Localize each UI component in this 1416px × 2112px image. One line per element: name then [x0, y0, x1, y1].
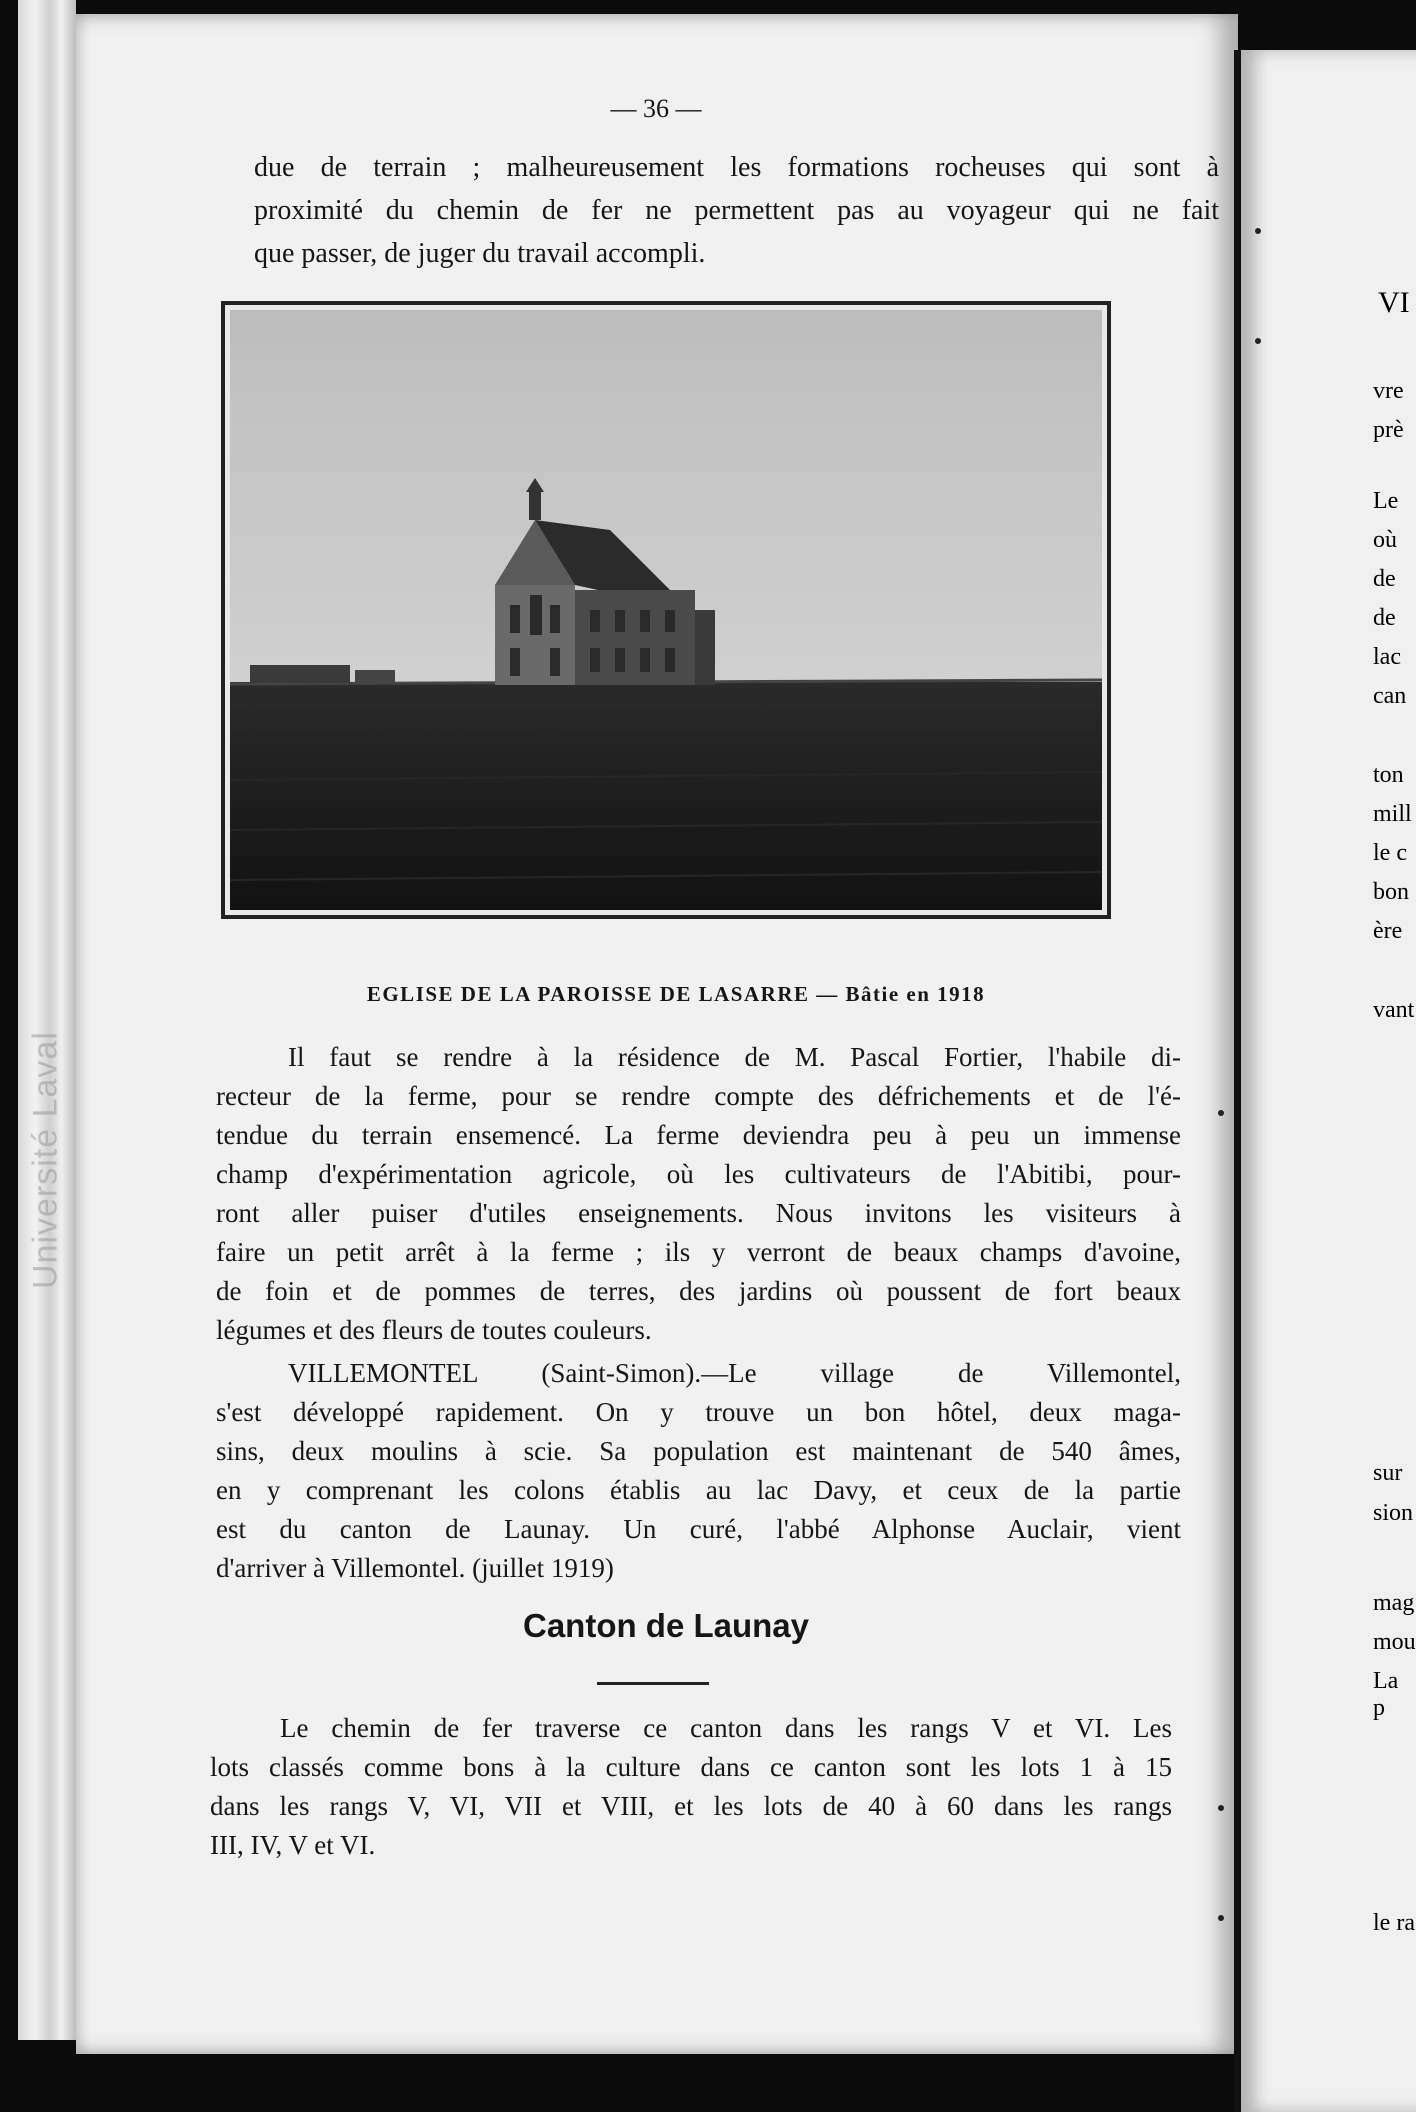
binding-mark [1255, 228, 1261, 234]
left-page [76, 14, 1238, 2054]
text-line: faire un petit arrêt à la ferme ; ils y verront de beaux champs d'avoine, [216, 1237, 1181, 1267]
right-page-word: de [1373, 566, 1396, 592]
right-page-word: ère [1373, 918, 1403, 944]
right-page-word: bon [1373, 879, 1409, 905]
right-page-word: vre [1373, 378, 1404, 404]
page-number: — 36 — [610, 94, 702, 123]
right-page-word: de [1373, 605, 1396, 631]
binding-mark [1255, 338, 1261, 344]
right-page-word: Le [1373, 488, 1399, 514]
text-line: due de terrain ; malheureusement les formations rocheuses qui sont à [254, 152, 1219, 183]
text-line: champ d'expérimentation agricole, où les cultivateurs de l'Abitibi, pour- [216, 1159, 1181, 1189]
binding-mark [1218, 1915, 1224, 1921]
right-page-word: le ra [1373, 1910, 1415, 1936]
binding-mark [1218, 1110, 1224, 1116]
right-page-word: can [1373, 683, 1407, 709]
text-line: est du canton de Launay. Un curé, l'abbé Alphonse Auclair, vient [216, 1514, 1181, 1544]
text-line: recteur de la ferme, pour se rendre compte des défrichements et de l'é- [216, 1081, 1181, 1111]
right-page-word: prè [1373, 417, 1404, 443]
right-page-word: mag [1373, 1590, 1415, 1616]
right-page-word: vant [1373, 997, 1415, 1023]
text-line: III, IV, V et VI. [210, 1830, 376, 1860]
heading-rule [597, 1682, 709, 1685]
launay-paragraph [210, 1709, 1172, 1865]
right-page-word: sur [1373, 1460, 1403, 1486]
text-line: Il faut se rendre à la résidence de M. Pascal Fortier, l'habile di- [288, 1042, 1181, 1072]
right-page-word: le c [1373, 840, 1407, 866]
text-line: VILLEMONTEL (Saint-Simon).—Le village de Villemontel, [288, 1358, 1181, 1388]
intro-paragraph [254, 146, 1219, 275]
text-line: tendue du terrain ensemencé. La ferme deviendra peu à peu un immense [216, 1120, 1181, 1150]
text-line: sins, deux moulins à scie. Sa population est maintenant de 540 âmes, [216, 1436, 1181, 1466]
church-photo-frame [221, 301, 1111, 919]
right-page-word: sion [1373, 1500, 1414, 1526]
text-line: ront aller puiser d'utiles enseignements. Nous invitons les visiteurs à [216, 1198, 1181, 1228]
right-page-heading: VI [1378, 286, 1410, 319]
right-page-word: où [1373, 527, 1397, 553]
text-line: de foin et de pommes de terres, des jardins où poussent de fort beaux [216, 1276, 1181, 1306]
church-photo [230, 310, 1102, 910]
right-page-word: mill [1373, 801, 1412, 827]
binding-mark [1218, 1805, 1224, 1811]
right-page-word: La p [1373, 1668, 1399, 1721]
spine-stamp-text: Université Laval [26, 1031, 65, 1289]
text-line: que passer, de juger du travail accompli. [254, 238, 706, 269]
text-line: Le chemin de fer traverse ce canton dans les rangs V et VI. Les [280, 1713, 1172, 1743]
text-line: en y comprenant les colons établis au lac Davy, et ceux de la partie [216, 1475, 1181, 1505]
right-page-word: ton [1373, 762, 1404, 788]
text-line: s'est développé rapidement. On y trouve un bon hôtel, deux maga- [216, 1397, 1181, 1427]
text-line: d'arriver à Villemontel. (juillet 1919) [216, 1553, 614, 1583]
section-heading: Canton de Launay [522, 1607, 810, 1644]
text-line: dans les rangs V, VI, VII et VIII, et les lots de 40 à 60 dans les rangs [210, 1791, 1172, 1821]
right-page-fragment [1234, 50, 1416, 2112]
right-page-word: lac [1373, 644, 1401, 670]
text-line: lots classés comme bons à la culture dans ce canton sont les lots 1 à 15 [210, 1752, 1172, 1782]
right-page-word: mou [1373, 1629, 1416, 1655]
photo-caption: EGLISE DE LA PAROISSE DE LASARRE — Bâtie en 1918 [366, 982, 986, 1006]
text-line: proximité du chemin de fer ne permettent pas au voyageur qui ne fait [254, 195, 1219, 226]
fortier-paragraph [216, 1038, 1181, 1350]
villemontel-paragraph [216, 1354, 1181, 1588]
text-line: légumes et des fleurs de toutes couleurs. [216, 1315, 652, 1345]
